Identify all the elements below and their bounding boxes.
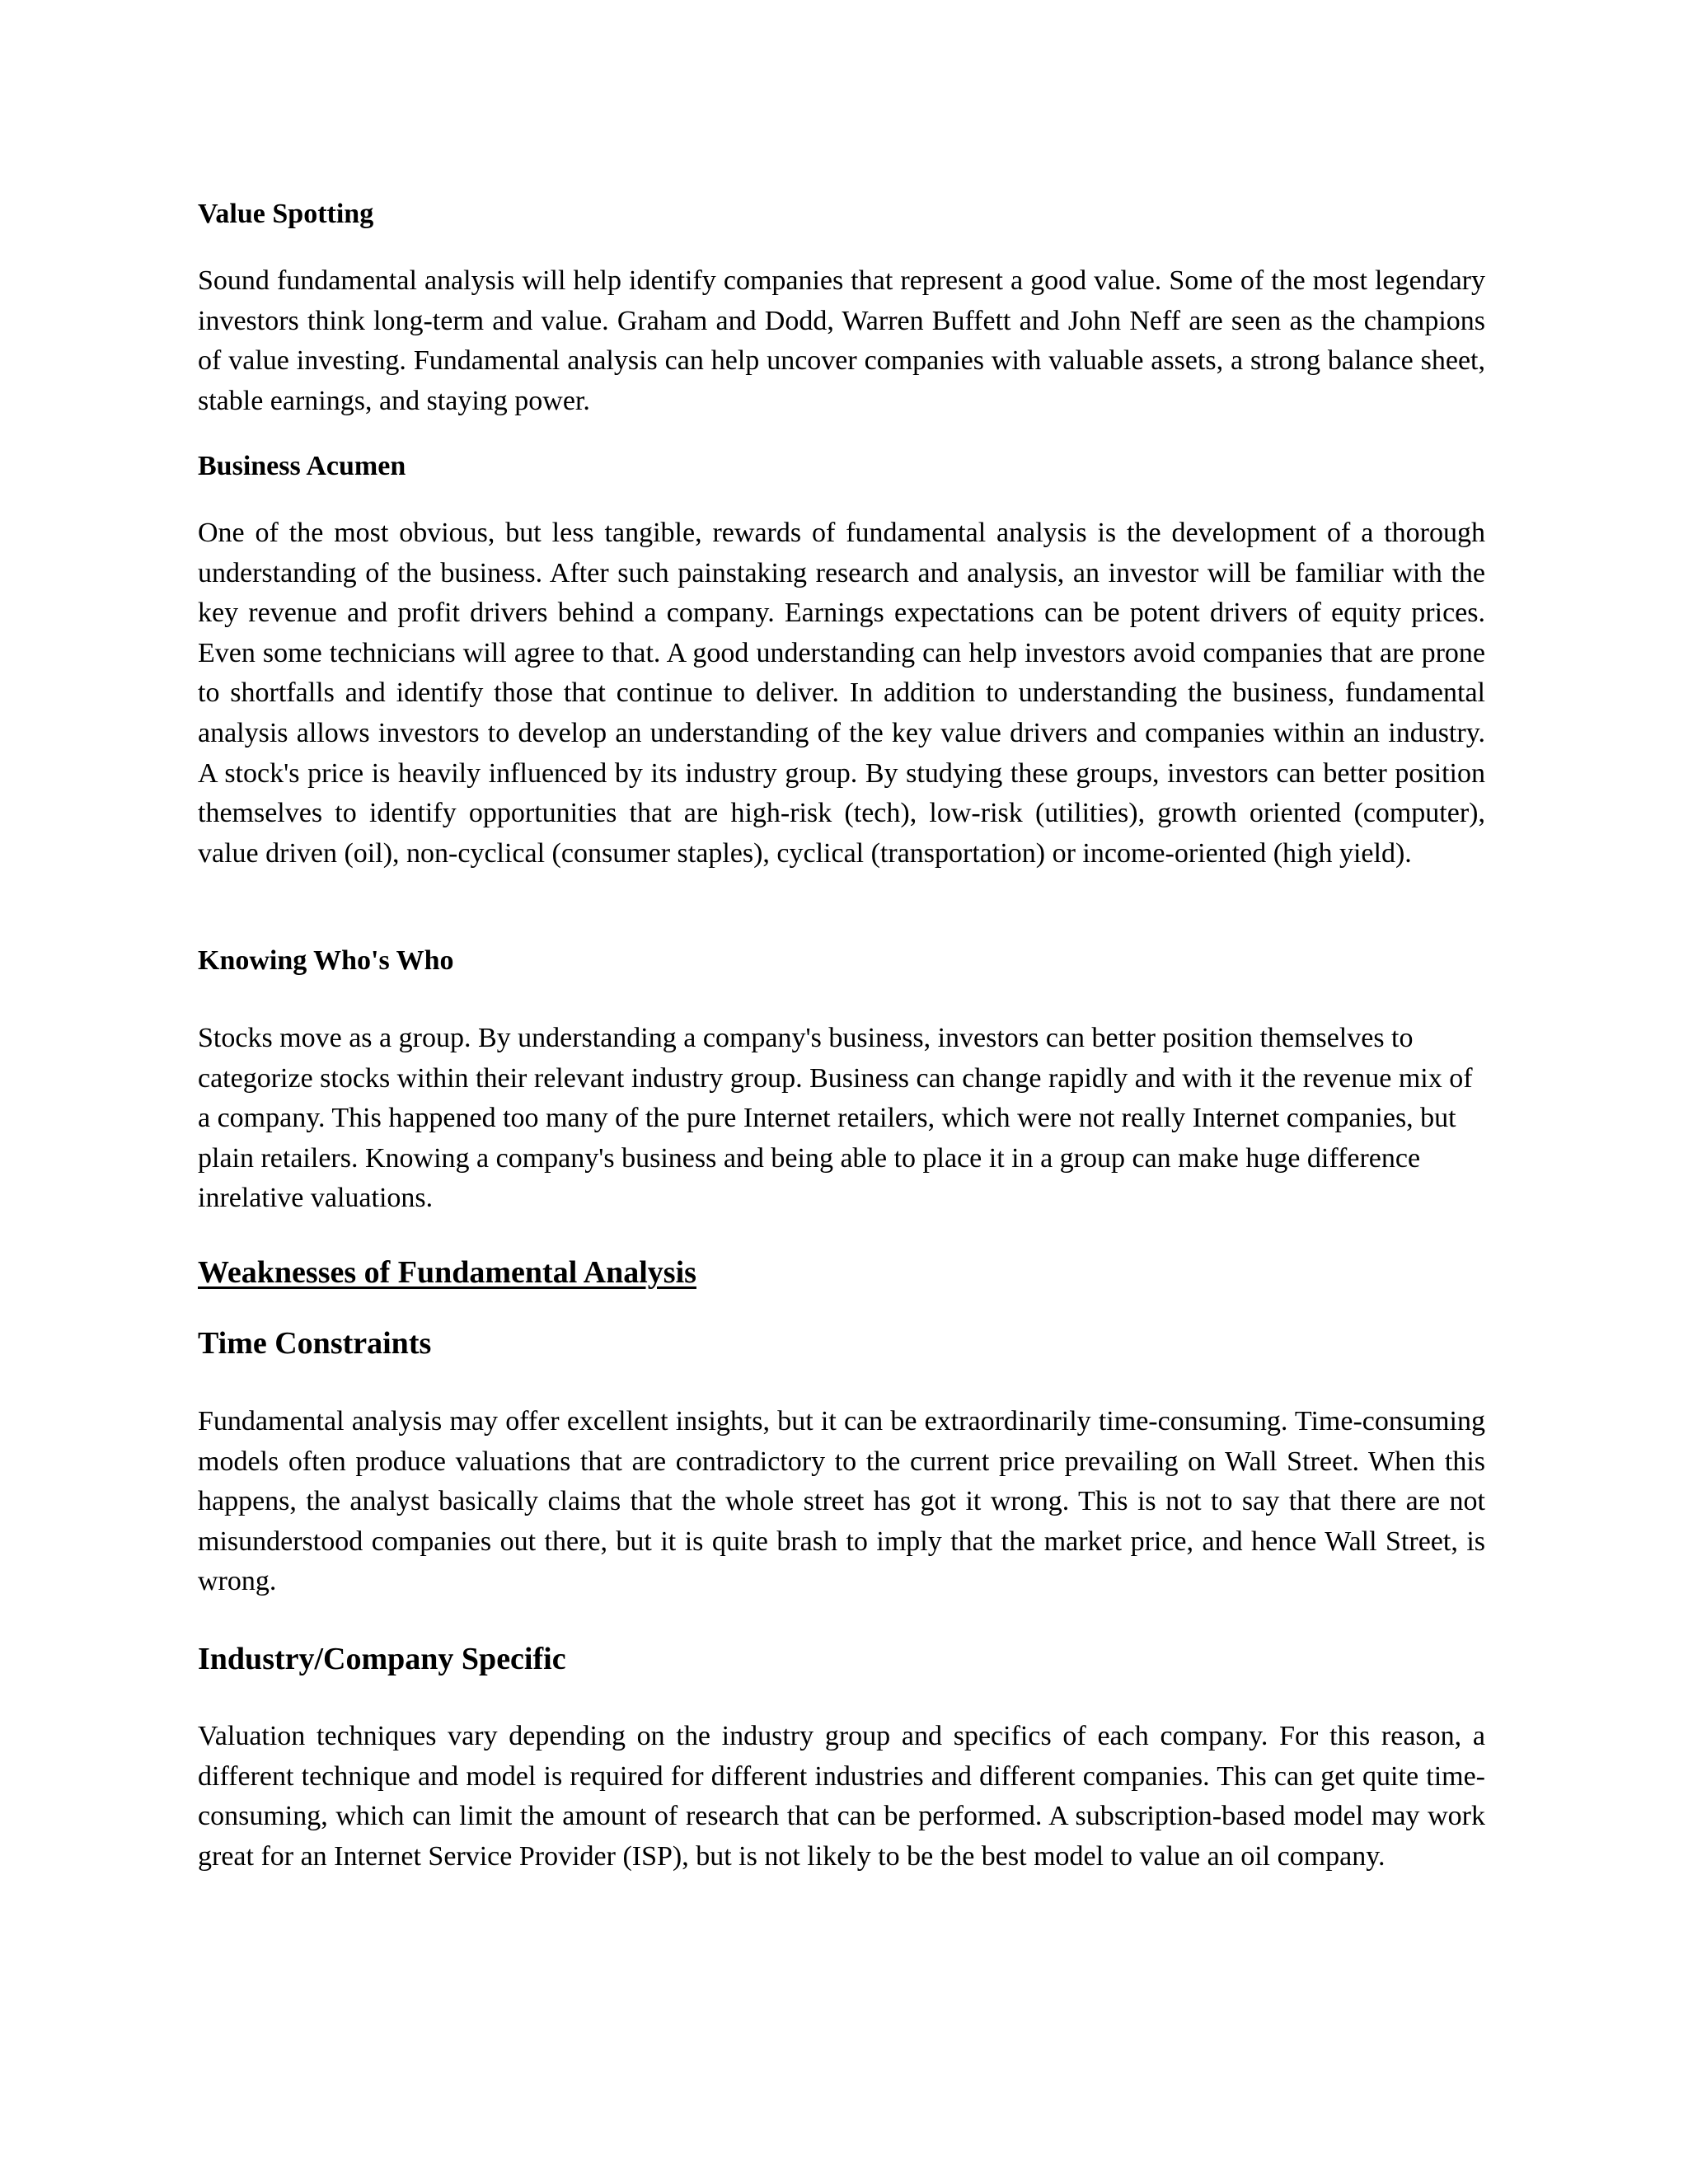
paragraph-business-acumen: One of the most obvious, but less tangible, rewards of fundamental analysis is the development of a thorough understanding of the business. After such painstaking research and analysis, an investor will be familiar with the key revenue and profit drivers behind a company. Earnings expectations can be potent drivers of equity prices. Even some technicians will agree to that. A good understanding can help investors avoid companies that are prone to shortfalls and identify those that continue to deliver. In addition to understanding the business, fundamental analysis allows investors to develop an understanding of the key value drivers and companies within an industry. A stock's price is heavily influenced by its industry group. By studying these groups, investors can better position themselves to identify opportunities that are high-risk (tech), low-risk (utilities), growth oriented (computer), value driven (oil), non-cyclical (consumer staples), cyclical (transportation) or income-oriented (high yield). [198, 518, 1485, 869]
paragraph-time-constraints: Fundamental analysis may offer excellent insights, but it can be extraordinarily time-consuming. Time-consuming models often produce valuations that are contradictory to the current price prevailing on Wall Street. When this happens, the analyst basically claims that the whole street has got it wrong. This is not to say that there are not misunderstood companies out there, but it is quite brash to imply that the market price, and hence Wall Street, is wrong. [198, 1406, 1485, 1597]
heading-knowing-whos-who: Knowing Who's Who [198, 945, 454, 976]
paragraph-industry-company-specific: Valuation techniques vary depending on the industry group and specifics of each company. For this reason, a different technique and model is required for different industries and different companies. This can get quite time-consuming, which can limit the amount of research that can be performed. A subscription-based model may work great for an Internet Service Provider (ISP), but is not likely to be the best model to value an oil company. [198, 1721, 1485, 1872]
heading-weaknesses: Weaknesses of Fundamental Analysis [198, 1255, 696, 1290]
heading-value-spotting: Value Spotting [198, 199, 374, 229]
paragraph-knowing-whos-who: Stocks move as a group. By understanding a company's business, investors can better position themselves to categorize stocks within their relevant industry group. Business can change rapidly and with it the revenue mix of a company. This happened too many of the pure Internet retailers, which were not really Internet companies, but plain retailers. Knowing a company's business and being able to place it in a group can make huge difference inrelative valuations. [198, 1023, 1473, 1214]
paragraph-value-spotting: Sound fundamental analysis will help identify companies that represent a good value. Some of the most legendary investors think long-term and value. Graham and Dodd, Warren Buffett and John Neff are seen as the champions of value investing. Fundamental analysis can help uncover companies with valuable assets, a strong balance sheet, stable earnings, and staying power. [198, 265, 1485, 416]
heading-business-acumen: Business Acumen [198, 451, 406, 481]
heading-industry-company-specific: Industry/Company Specific [198, 1642, 566, 1676]
heading-time-constraints: Time Constraints [198, 1326, 432, 1361]
